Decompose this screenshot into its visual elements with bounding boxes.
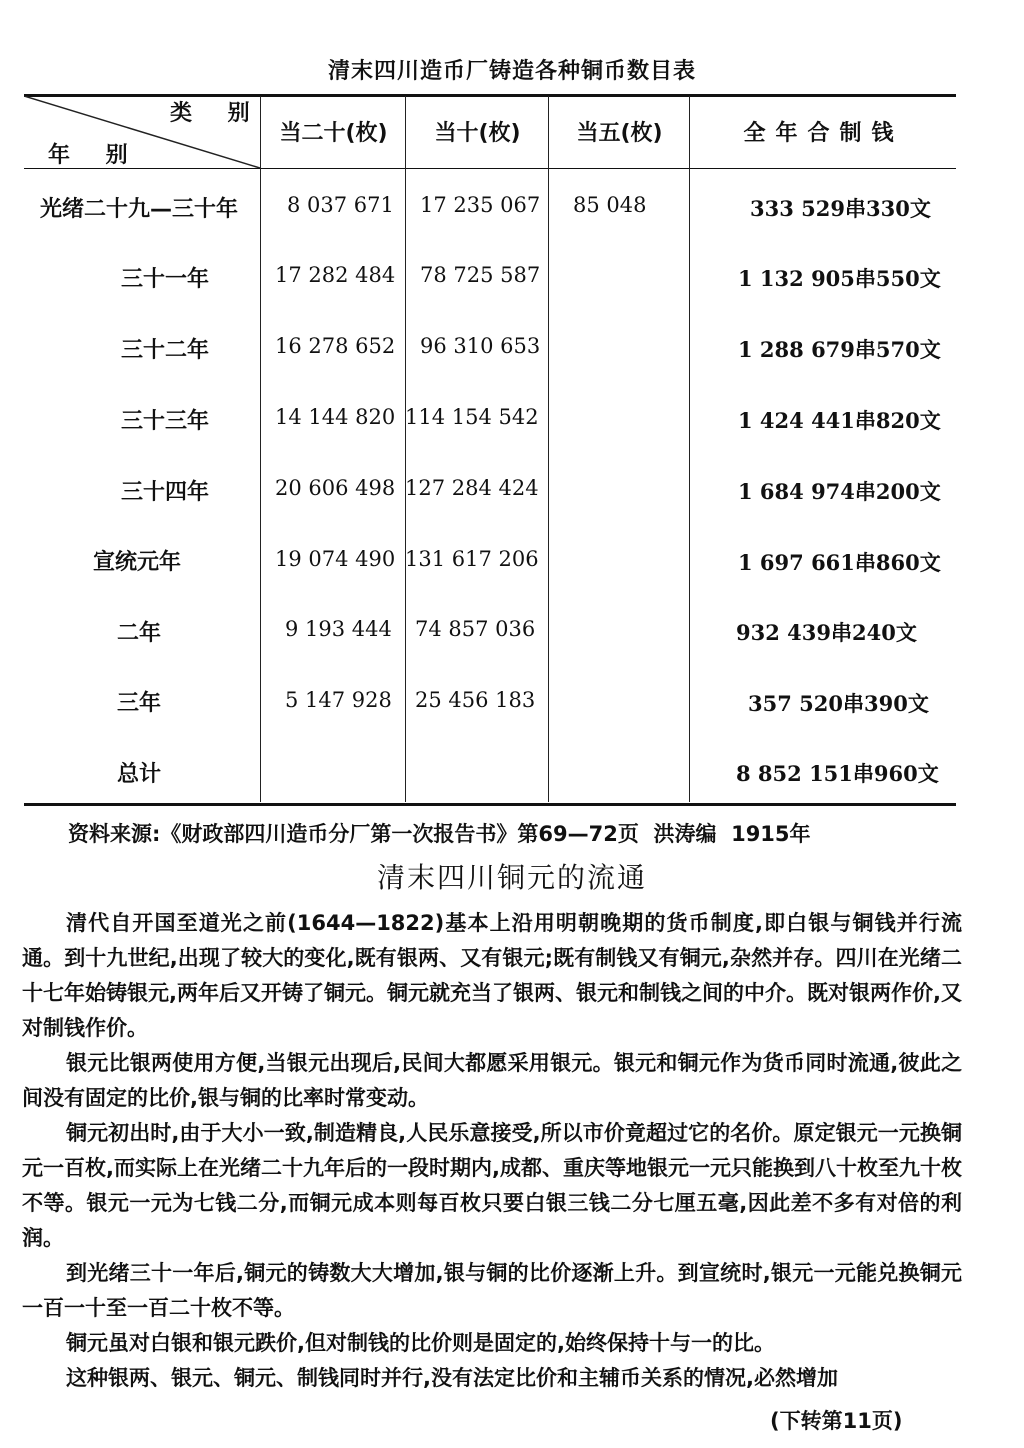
- cell-20: 8 037 671: [287, 193, 394, 217]
- continued-note: (下转第11页): [770, 1409, 903, 1433]
- cell-20: 16 278 652: [275, 334, 396, 358]
- cell-10: 96 310 653: [420, 334, 541, 358]
- table-header-rule: [24, 168, 956, 169]
- header-col-total: 全年合制钱: [743, 121, 904, 146]
- header-year-label: 年 别: [48, 143, 142, 168]
- cell-10: 127 284 424: [405, 476, 539, 500]
- cell-20: 5 147 928: [285, 688, 392, 712]
- header-category-label: 类 别: [170, 101, 264, 126]
- cell-20: 14 144 820: [275, 405, 396, 429]
- article-title: 清末四川铜元的流通: [376, 861, 647, 894]
- column-divider: [405, 96, 406, 802]
- cell-10: 74 857 036: [415, 617, 536, 641]
- cell-10: 131 617 206: [405, 547, 539, 571]
- column-divider: [260, 96, 261, 802]
- paragraph: 这种银两、银元、铜元、制钱同时并行,没有法定比价和主辅币关系的情况,必然增加: [66, 1366, 838, 1390]
- cell-total: 357 520串390文: [748, 691, 929, 716]
- source-note: 资料来源:《财政部四川造币分厂第一次报告书》第69—72页 洪涛编 1915年: [68, 822, 811, 846]
- cell-10: 78 725 587: [420, 263, 541, 287]
- paragraph: 到光绪三十一年后,铜元的铸数大大增加,银与铜的比价逐渐上升。到宣统时,银元一元能兑换铜元一百一十至一百二十枚不等。: [22, 1261, 962, 1320]
- table-title: 清末四川造币厂铸造各种铜币数目表: [327, 59, 696, 84]
- cell-20: 9 193 444: [285, 617, 392, 641]
- row-year: 光绪二十九—三十年: [40, 197, 239, 222]
- row-year: 宣统元年: [93, 550, 182, 575]
- cell-total: 8 852 151串960文: [736, 761, 939, 786]
- cell-total: 1 697 661串860文: [738, 550, 941, 575]
- row-year: 三十一年: [121, 267, 210, 292]
- row-year: 三十三年: [121, 409, 210, 434]
- cell-total: 1 288 679串570文: [738, 337, 941, 362]
- cell-total: 1 424 441串820文: [738, 408, 941, 433]
- row-year: 三十二年: [121, 338, 210, 363]
- paragraph: 清代自开国至道光之前(1644—1822)基本上沿用明朝晚期的货币制度,即白银与铜钱并行流通。到十九世纪,出现了较大的变化,既有银两、又有银元;既有制钱又有铜元,杂然并存。四川在光绪二十七年始铸银元,两年后又开铸了铜元。铜元就充当了银两、银元和制钱之间的中介。既对银两作价,又对制钱作价。: [22, 911, 962, 1040]
- paragraph: 银元比银两使用方便,当银元出现后,民间大都愿采用银元。银元和铜元作为货币同时流通,彼此之间没有固定的比价,银与铜的比率时常变动。: [22, 1051, 962, 1110]
- row-year: 三年: [117, 691, 162, 716]
- cell-10: 17 235 067: [420, 193, 541, 217]
- row-year: 总计: [117, 762, 162, 787]
- cell-total: 932 439串240文: [736, 620, 917, 645]
- cell-5: 85 048: [573, 193, 647, 217]
- cell-total: 1 132 905串550文: [738, 266, 941, 291]
- cell-20: 19 074 490: [275, 547, 396, 571]
- cell-total: 333 529串330文: [750, 196, 931, 221]
- paragraph: 铜元初出时,由于大小一致,制造精良,人民乐意接受,所以市价竟超过它的名价。原定银元一元换铜元一百枚,而实际上在光绪二十九年后的一段时期内,成都、重庆等地银元一元只能换到八十枚至九十枚不等。银元一元为七钱二分,而铜元成本则每百枚只要白银三钱二分七厘五毫,因此差不多有对倍的利润。: [22, 1121, 962, 1250]
- row-year: 二年: [117, 621, 162, 646]
- cell-20: 17 282 484: [275, 263, 396, 287]
- article-body: [22, 906, 962, 1396]
- cell-10: 25 456 183: [415, 688, 536, 712]
- header-col-10: 当十(枚): [434, 121, 521, 146]
- paragraph: 铜元虽对白银和银元跌价,但对制钱的比价则是固定的,始终保持十与一的比。: [66, 1331, 775, 1355]
- row-year: 三十四年: [121, 480, 210, 505]
- header-col-20: 当二十(枚): [279, 121, 388, 146]
- cell-total: 1 684 974串200文: [738, 479, 941, 504]
- header-col-5: 当五(枚): [576, 121, 663, 146]
- column-divider: [548, 96, 549, 802]
- column-divider: [689, 96, 690, 802]
- cell-10: 114 154 542: [405, 405, 539, 429]
- table-bottom-rule: [24, 803, 956, 806]
- cell-20: 20 606 498: [275, 476, 396, 500]
